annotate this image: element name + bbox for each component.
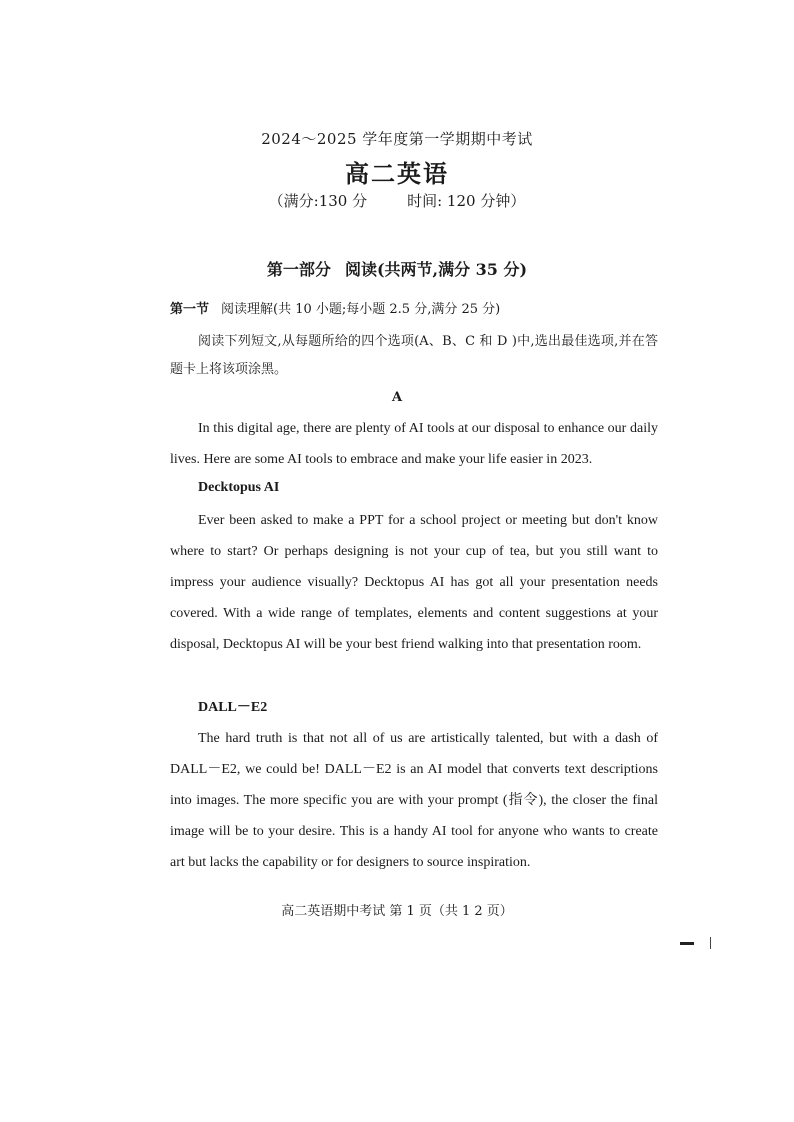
exam-time: 时间: 120 分钟）	[407, 192, 526, 210]
full-score: （满分:130 分	[268, 192, 368, 210]
score-info	[0, 190, 794, 211]
page-footer: 高二英语期中考试 第 1 页（共 1 2 页）	[281, 904, 513, 919]
scan-mark	[680, 937, 720, 949]
subject-title: 高二英语	[345, 159, 449, 188]
section-title: 阅读理解(共 10 小题;每小题 2.5 分,满分 25 分)	[221, 302, 501, 317]
tool-text-decktopus: Ever been asked to make a PPT for a school project or meeting but don't know where to start? Or perhaps designing is not your cup of tea, but you still want to impress your audience visually? Decktopus AI has got all your presentation needs covered. With a wide range of templates, elements and content suggestions at your disposal, Decktopus AI will be your best friend walking into that presentation room.	[170, 513, 658, 652]
scan-bar	[710, 937, 711, 949]
section-instruction: 阅读下列短文,从每题所给的四个选项(A、B、C 和 D )中,选出最佳选项,并在答题卡上将该项涂黑。	[170, 334, 658, 377]
part-title: 阅读(共两节,满分 35 分)	[344, 260, 528, 279]
section-name: 第一节	[170, 302, 210, 317]
part-name: 第一部分	[266, 260, 331, 279]
passage-intro: In this digital age, there are plenty of AI tools at our disposal to enhance our daily lives. Here are some AI tools to embrace and make your life easier in 2023.	[170, 421, 658, 467]
passage-label: A	[391, 390, 403, 405]
section-heading	[170, 298, 658, 317]
tool-heading-decktopus: Decktopus AI	[198, 480, 280, 495]
part-heading	[0, 257, 794, 280]
exam-title: 2024～2025 学年度第一学期期中考试	[261, 130, 533, 148]
tool-text-dalle2: The hard truth is that not all of us are artistically talented, but with a dash of DALL－E2, we could be! DALL－E2 is an AI model that converts text descriptions into images. The more specific you are with your prompt (指令), the closer the final image will be to your desire. This is a handy AI tool for anyone who wants to create art but lacks the capability or for designers to source inspiration.	[170, 731, 658, 870]
scan-dash	[680, 942, 694, 945]
tool-heading-dalle2: DALL－E2	[198, 700, 268, 715]
